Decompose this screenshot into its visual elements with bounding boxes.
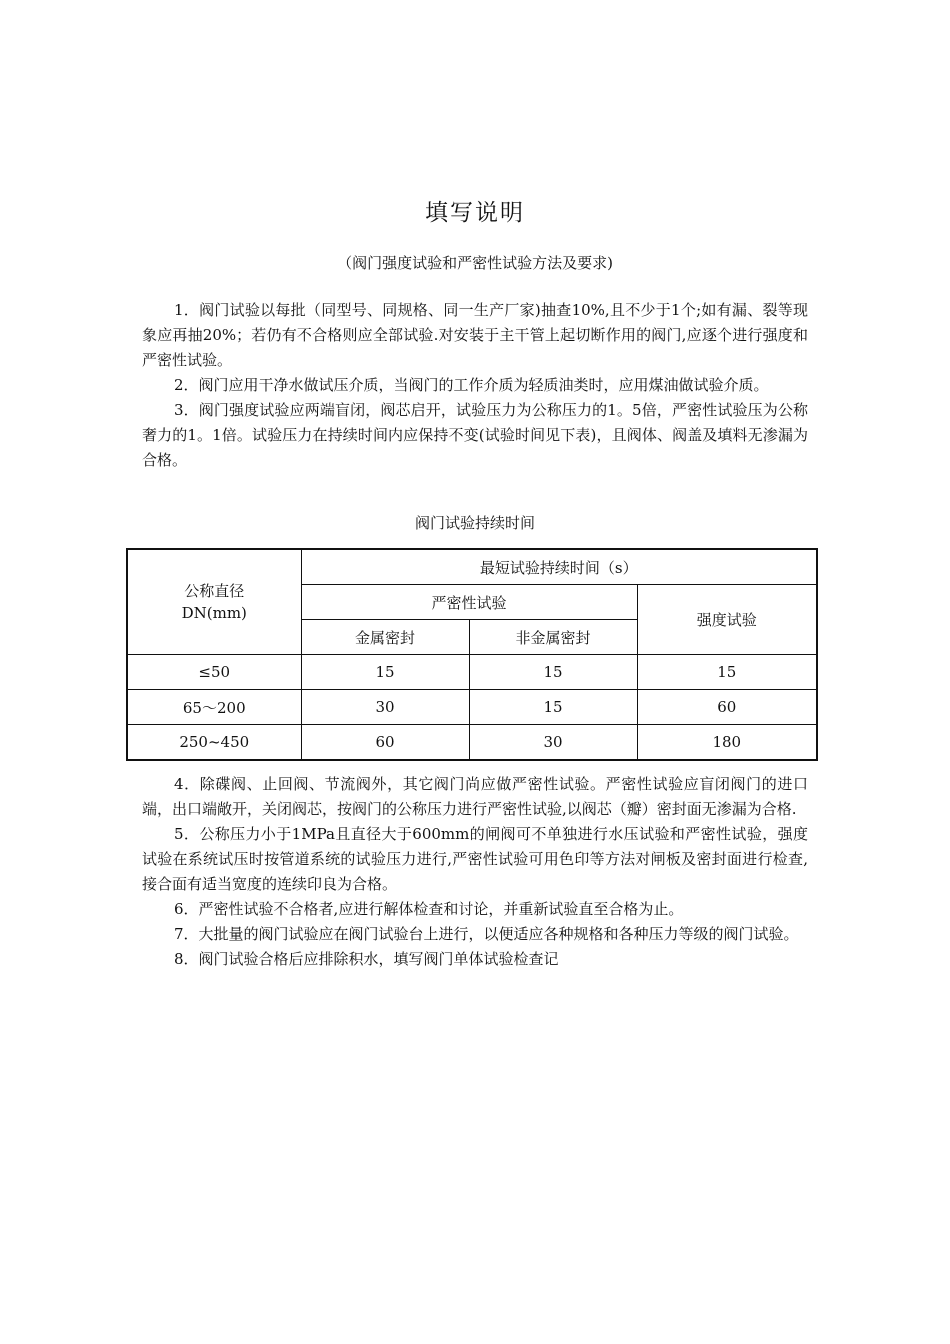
header-tightness: 严密性试验 <box>301 585 637 620</box>
table-row <box>127 725 817 761</box>
paragraph-1: 1．阀门试验以每批（同型号、同规格、同一生产厂家)抽查10%,且不少于1个;如有漏、裂等现象应再抽20%；若仍有不合格则应全部试验.对安装于主干管上起切断作用的阀门,应逐个进行强度和严密性试验。 <box>142 301 808 369</box>
header-min-time: 最短试验持续时间（s） <box>301 549 817 585</box>
paragraph-4: 4．除碟阀、止回阀、节流阀外，其它阀门尚应做严密性试验。严密性试验应盲闭阀门的进口端，出口端敞开，关闭阀芯，按阀门的公称压力进行严密性试验,以阀芯（瓣）密封面无渗漏为合格. <box>142 775 808 818</box>
paragraph-7: 7．大批量的阀门试验应在阀门试验台上进行，以便适应各种规格和各种压力等级的阀门试验。 <box>174 925 799 943</box>
header-dn-cell <box>127 549 301 655</box>
cell-metal: 30 <box>301 690 469 725</box>
instructions-part-2 <box>142 772 808 972</box>
cell-metal: 15 <box>301 655 469 690</box>
cell-dn: ≤50 <box>127 655 301 690</box>
cell-nonmetal: 15 <box>469 655 637 690</box>
paragraph-3: 3．阀门强度试验应两端盲闭，阀芯启开，试验压力为公称压力的1。5倍，严密性试验压为公称奢力的1。1倍。试验压力在持续时间内应保持不变(试验时间见下表)，且阀体、阀盖及填料无渗漏为合格。 <box>142 401 808 469</box>
paragraph-5: 5．公称压力小于1MPa且直径大于600mm的闸阀可不单独进行水压试验和严密性试验，强度试验在系统试压时按管道系统的试验压力进行,严密性试验可用色印等方法对闸板及密封面进行检查,接合面有适当宽度的连续印良为合格。 <box>142 825 808 893</box>
cell-dn: 65～200 <box>127 690 301 725</box>
valve-test-duration-table <box>126 548 818 761</box>
header-metal-seal: 金属密封 <box>301 620 469 655</box>
cell-strength: 15 <box>637 655 817 690</box>
page-subtitle: （阀门强度试验和严密性试验方法及要求) <box>337 254 613 272</box>
header-dn-label: 公称直径 <box>184 582 245 600</box>
header-nonmetal-seal: 非金属密封 <box>469 620 637 655</box>
instructions-part-1 <box>142 298 808 473</box>
paragraph-2: 2．阀门应用干净水做试压介质，当阀门的工作介质为轻质油类时，应用煤油做试验介质。 <box>174 376 769 394</box>
table-caption: 阀门试验持续时间 <box>414 514 535 532</box>
header-dn-unit: DN(mm) <box>181 604 247 622</box>
table-header-row-1 <box>127 549 817 585</box>
table-row <box>127 655 817 690</box>
cell-metal: 60 <box>301 725 469 761</box>
cell-dn: 250~450 <box>127 725 301 761</box>
cell-strength: 60 <box>637 690 817 725</box>
paragraph-6: 6．严密性试验不合格者,应进行解体检查和讨论，并重新试验直至合格为止。 <box>174 900 684 918</box>
cell-nonmetal: 30 <box>469 725 637 761</box>
cell-nonmetal: 15 <box>469 690 637 725</box>
cell-strength: 180 <box>637 725 817 761</box>
page-title: 填写说明 <box>425 200 525 226</box>
paragraph-8: 8．阀门试验合格后应排除积水，填写阀门单体试验检查记 <box>174 950 559 968</box>
header-strength: 强度试验 <box>637 585 817 655</box>
table-row <box>127 690 817 725</box>
